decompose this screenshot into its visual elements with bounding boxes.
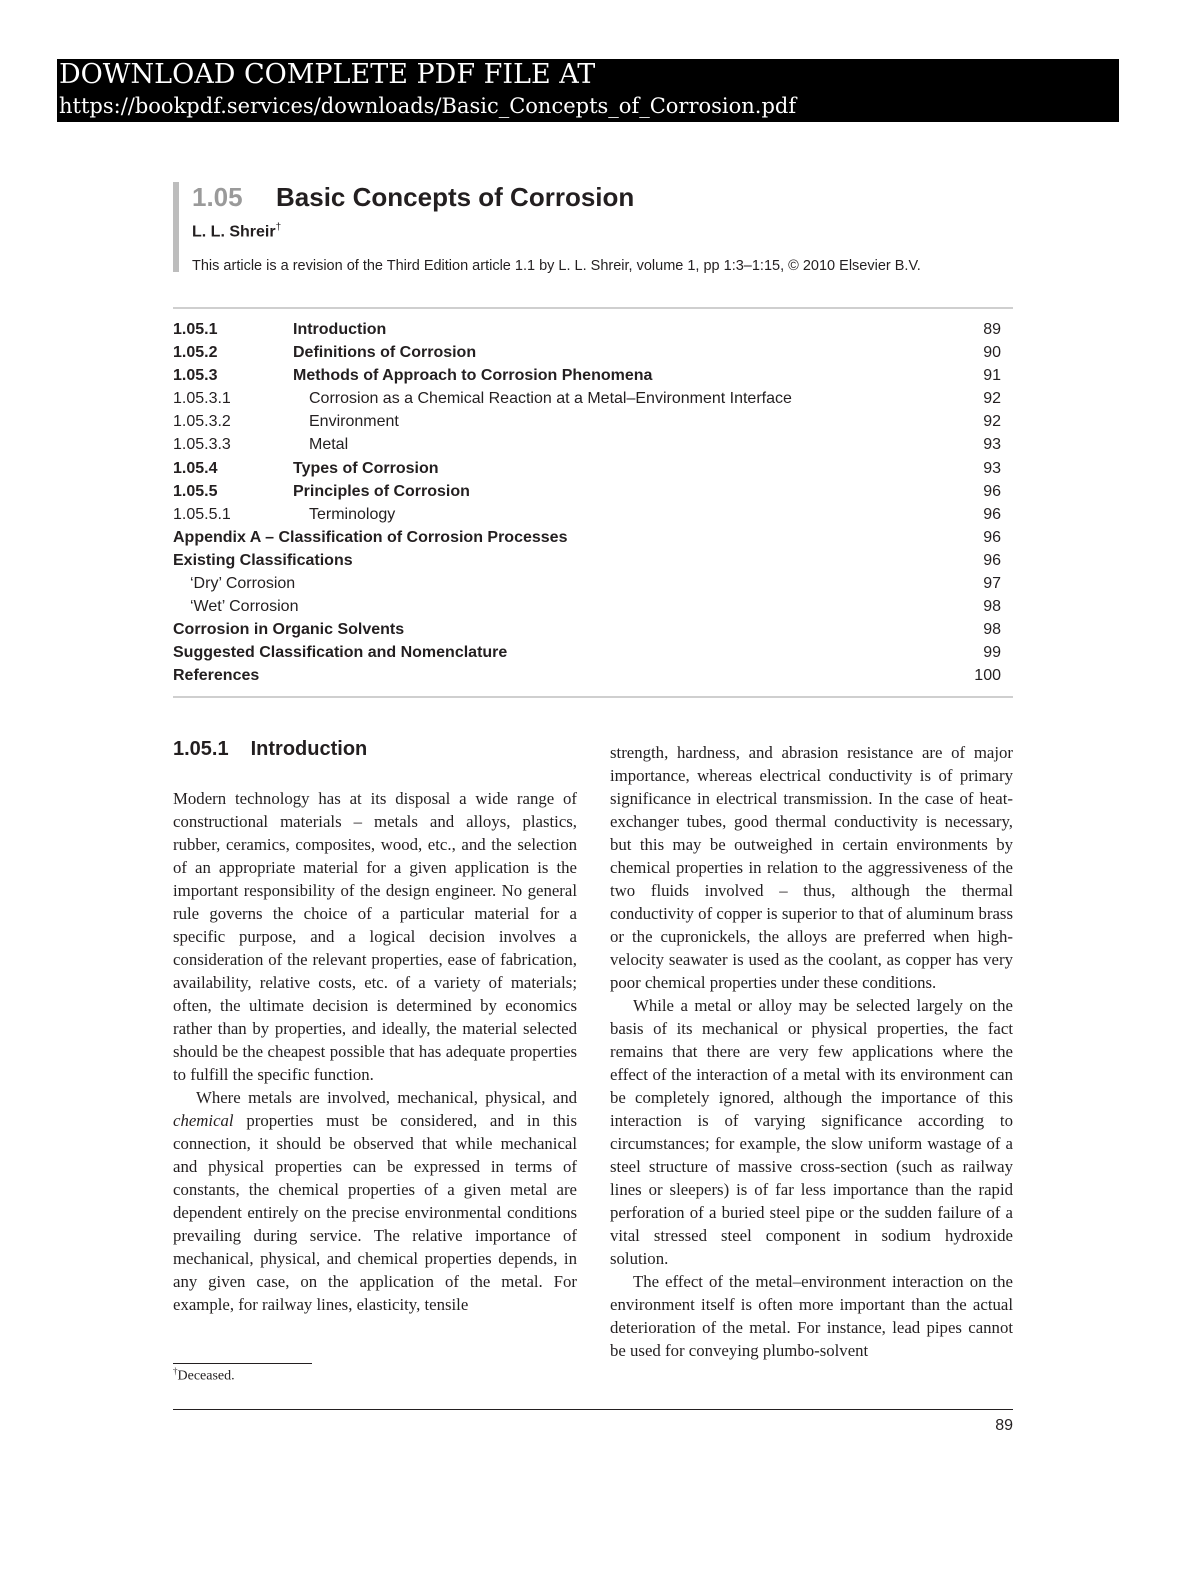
toc-page: 90 xyxy=(983,344,1001,362)
toc-page: 91 xyxy=(983,367,1001,385)
toc-page: 89 xyxy=(983,321,1001,338)
page-number: 89 xyxy=(995,1417,1013,1434)
toc-number: 1.05.2 xyxy=(173,344,218,362)
toc-row[interactable] xyxy=(173,549,1013,572)
toc-page: 96 xyxy=(983,551,1001,569)
chapter-title: Basic Concepts of Corrosion xyxy=(276,182,635,212)
body-paragraph: Modern technology has at its disposal a wide range of constructional materials – metals and alloys, plastics, rubber, ceramics, composites, wood, etc., and the selection of an appropriate material for a given application is the important responsibility of the design engineer. No general rule governs the choice of a particular material for a specific purpose, and a logical decision involves a consideration of the relevant properties, ease of fabrication, availability, relative costs, etc. of a variety of materials; often, the ultimate decision is determined by economics rather than by properties, and ideally, the material selected should be the cheapest possible that has adequate properties to fulfill the specific function. xyxy=(173,789,577,1084)
chapter-author xyxy=(192,222,281,241)
body-paragraph: The effect of the metal–environment interaction on the environment itself is often more important than the actual deterioration of the metal. For instance, lead pipes cannot be used for conveying plumbo-solvent xyxy=(610,1272,1013,1360)
toc-row[interactable] xyxy=(173,480,1013,503)
toc-row[interactable] xyxy=(173,318,1013,341)
toc-title: Methods of Approach to Corrosion Phenomena xyxy=(293,367,653,385)
toc-title: ‘Wet’ Corrosion xyxy=(190,598,299,616)
toc-row[interactable] xyxy=(173,595,1013,618)
chapter-number: 1.05 xyxy=(192,182,243,212)
toc-row[interactable] xyxy=(173,664,1013,687)
toc-page: 100 xyxy=(974,667,1001,685)
toc-row[interactable] xyxy=(173,341,1013,364)
toc-number: 1.05.4 xyxy=(173,459,218,477)
toc-title: Principles of Corrosion xyxy=(293,482,470,500)
toc-title: Metal xyxy=(309,436,349,454)
body-paragraph: strength, hardness, and abrasion resistance are of major importance, whereas electrical conductivity is of primary significance in electrical transmission. In the case of heat-exchanger tubes, good thermal conductivity is necessary, but this may be outweighed in certain environments by chemical properties in relation to the aggressiveness of the two fluids involved – thus, although the thermal conductivity of copper is superior to that of aluminum brass or the cupronickels, the alloys are preferred when high-velocity seawater is used as the coolant, as copper has very poor chemical properties under these conditions. xyxy=(610,743,1013,992)
body-paragraph: While a metal or alloy may be selected largely on the basis of its mechanical or physical properties, the fact remains that there are very few applications where the effect of the interaction of a metal with its environment can be completely ignored, although the importance of this interaction is of varying significance according to circumstances; for example, the slow uniform wastage of a steel structure of massive cross-section (such as railway lines or sleepers) is of far less importance than the rapid perforation of a buried steel pipe or the sudden failure of a vital stressed steel component in sodium hydroxide solution. xyxy=(610,996,1013,1268)
toc-title: Introduction xyxy=(293,321,387,338)
toc-row[interactable] xyxy=(173,618,1013,641)
toc-row[interactable] xyxy=(173,641,1013,664)
toc-page: 97 xyxy=(983,575,1001,593)
toc-row[interactable] xyxy=(173,526,1013,549)
toc-title: Suggested Classification and Nomenclature xyxy=(173,644,508,662)
toc-title: ‘Dry’ Corrosion xyxy=(190,575,296,593)
body-column-right xyxy=(610,741,1013,1362)
toc-row[interactable] xyxy=(173,572,1013,595)
toc-row[interactable] xyxy=(173,364,1013,387)
toc-page: 93 xyxy=(983,436,1001,454)
section-heading xyxy=(173,738,367,761)
download-banner xyxy=(57,59,1119,122)
toc-page: 93 xyxy=(983,459,1001,477)
toc-title: Existing Classifications xyxy=(173,551,353,569)
footnote-mark: † xyxy=(173,1366,178,1376)
toc-page: 96 xyxy=(983,482,1001,500)
toc-title: References xyxy=(173,667,260,685)
toc-title: Terminology xyxy=(309,505,396,523)
toc-number: 1.05.3.2 xyxy=(173,413,231,431)
toc-title: Environment xyxy=(309,413,399,431)
toc-row[interactable] xyxy=(173,433,1013,456)
paragraph-text: properties must be considered, and in this connection, it should be observed that while mechanical and physical properties can be expressed in terms of constants, the chemical properties of a given metal are dependent entirely on the precise environmental conditions prevailing during service. The relative importance of mechanical, physical, and chemical properties depends, in any given case, on the application of the metal. For example, for railway lines, elasticity, tensile xyxy=(173,1111,577,1314)
section-number: 1.05.1 xyxy=(173,738,229,760)
toc-page: 99 xyxy=(983,644,1001,662)
toc-number: 1.05.3.3 xyxy=(173,436,231,454)
emphasis-text: chemical xyxy=(173,1111,234,1130)
footnote-divider xyxy=(173,1363,312,1364)
toc-title: Appendix A – Classification of Corrosion Processes xyxy=(173,528,568,546)
body-column-left xyxy=(173,787,577,1316)
toc-number: 1.05.5 xyxy=(173,482,218,500)
footnote xyxy=(173,1366,235,1385)
toc-title: Corrosion as a Chemical Reaction at a Metal–Environment Interface xyxy=(309,390,792,408)
toc-page: 92 xyxy=(983,413,1001,431)
toc-number: 1.05.3.1 xyxy=(173,390,231,408)
banner-heading: DOWNLOAD COMPLETE PDF FILE AT xyxy=(59,59,596,90)
toc-page: 98 xyxy=(983,621,1001,639)
toc-title: Definitions of Corrosion xyxy=(293,344,477,362)
toc-row[interactable] xyxy=(173,387,1013,410)
toc-row[interactable] xyxy=(173,410,1013,433)
chapter-header xyxy=(173,182,1019,272)
footnote-text: Deceased. xyxy=(177,1368,235,1384)
paragraph-text: Where metals are involved, mechanical, physical, and xyxy=(196,1088,577,1107)
body-paragraph xyxy=(173,1086,577,1316)
section-title: Introduction xyxy=(250,738,368,760)
banner-url[interactable]: https://bookpdf.services/downloads/Basic_Concepts_of_Corrosion.pdf xyxy=(59,94,797,118)
toc-number: 1.05.3 xyxy=(173,367,218,385)
toc-page: 96 xyxy=(983,528,1001,546)
toc-title: Corrosion in Organic Solvents xyxy=(173,621,405,639)
toc-page: 92 xyxy=(983,390,1001,408)
toc-number: 1.05.1 xyxy=(173,321,218,338)
toc-row[interactable] xyxy=(173,503,1013,526)
toc-number: 1.05.5.1 xyxy=(173,505,231,523)
toc-page: 98 xyxy=(983,598,1001,616)
toc-title: Types of Corrosion xyxy=(293,459,439,477)
revision-note: This article is a revision of the Third Edition article 1.1 by L. L. Shreir, volume 1, pp 1:3–1:15, © 2010 Elsevier B.V. xyxy=(192,258,921,274)
toc-row[interactable] xyxy=(173,457,1013,480)
table-of-contents xyxy=(173,307,1013,698)
author-footnote-mark: † xyxy=(275,222,282,233)
author-name: L. L. Shreir xyxy=(192,223,276,241)
page-divider xyxy=(173,1409,1013,1410)
toc-page: 96 xyxy=(983,505,1001,523)
